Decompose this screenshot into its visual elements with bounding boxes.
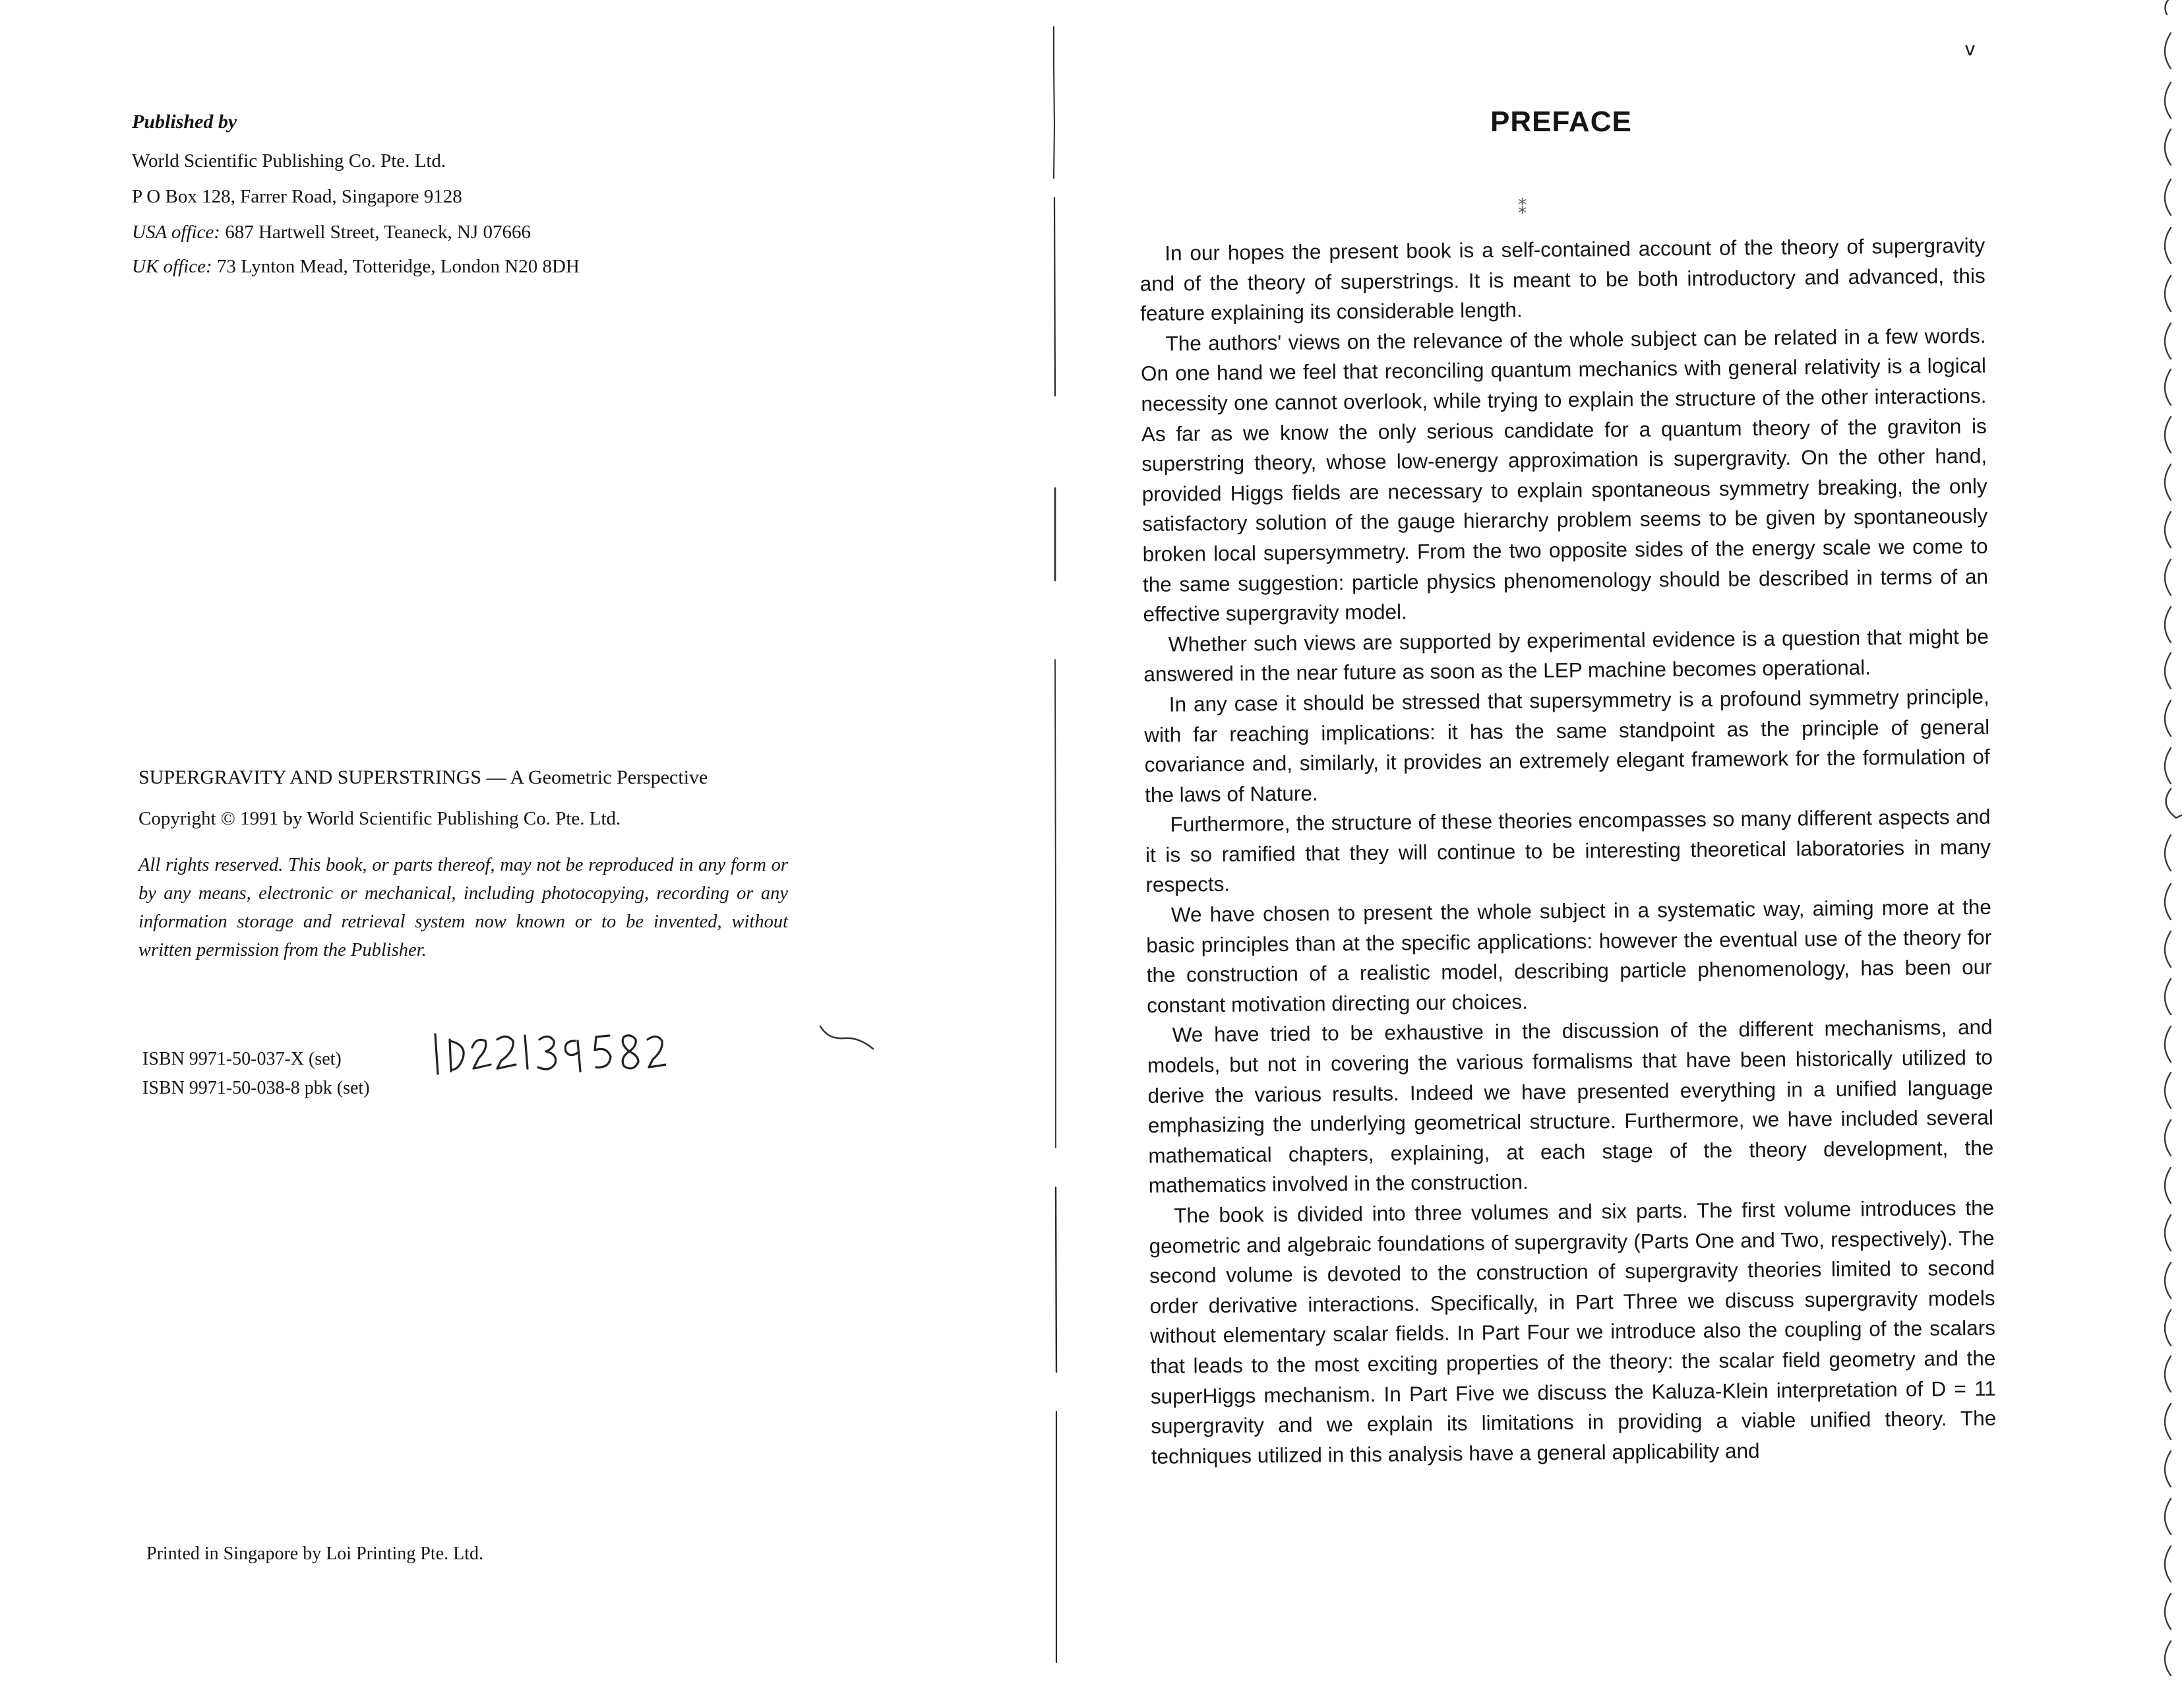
gutter-line: [1042, 26, 1068, 1675]
publisher-address: P O Box 128, Farrer Road, Singapore 9128: [132, 186, 462, 207]
uk-office-label: UK office:: [132, 256, 212, 277]
printer-line: Printed in Singapore by Loi Printing Pte. Ltd.: [146, 1543, 483, 1564]
preface-paragraph-4: In any case it should be stressed that supersymmetry is a profound symmetry principle, with far reaching implications: it has the same standpoint as the principle of general covariance and, similarly, it provides an extremely elegant framework for the formulation of the laws of Nature.: [1144, 684, 1990, 807]
isbn-set: ISBN 9971-50-037-X (set): [142, 1049, 342, 1069]
preface-paragraph-2: The authors' views on the relevance of the whole subject can be related in a few words. On one hand we feel that reconciling quantum mechanics with general relativity is a logical necessity one cannot overlook, while trying to explain the structure of the other interactions. As far as we know the only serious candidate for a quantum theory of the graviton is superstring theory, whose low-energy approximation is supergravity. On the other hand, provided Higgs fields are necessary to explain spontaneous symmetry breaking, the only satisfactory solution of the gauge hierarchy problem seems to be given by spontaneously broken local supersymmetry. From the two opposite sides of the energy scale we come to the same suggestion: particle physics phenomenology should be described in terms of an effective supergravity model.: [1140, 323, 1989, 627]
pen-stroke-mark: [818, 1022, 877, 1062]
uk-office: [132, 256, 580, 278]
book-title: SUPERGRAVITY AND SUPERSTRINGS — A Geometric Perspective: [138, 766, 708, 788]
right-page: [1068, 0, 2184, 1682]
preface-paragraph-1: In our hopes the present book is a self-contained account of the theory of supergravity and of the theory of superstrings. It is meant to be both introductory and advanced, this feature explaining its considerable length.: [1139, 233, 1986, 326]
scan-speck-mark: ⁑: [1518, 198, 1527, 218]
usa-office-address: 687 Hartwell Street, Teaneck, NJ 07666: [225, 222, 531, 243]
isbn-pbk: ISBN 9971-50-038-8 pbk (set): [142, 1078, 370, 1098]
published-by-label: Published by: [132, 111, 237, 133]
publisher-name: World Scientific Publishing Co. Pte. Ltd.: [132, 150, 446, 171]
left-page: [0, 0, 1048, 1682]
page-number: v: [1965, 38, 1975, 60]
preface-paragraph-7: We have tried to be exhaustive in the discussion of the different mechanisms, and models, but not in covering the various formalisms that have been historically utilized to derive the various results. Indeed we have presented everything in a unified language emphasizing the underlying geometrical structure. Furthermore, we have included several mathematical chapters, explaining, at each stage of the theory development, the mathematics involved in the construction.: [1147, 1015, 1994, 1198]
preface-paragraph-6: We have chosen to present the whole subject in a systematic way, aiming more at the basic principles than at the specific applications: however the eventual use of the theory for the construction of a realistic model, describing particle phenomenology, has been our constant motivation directing our choices.: [1146, 894, 1992, 1017]
preface-body: [1139, 231, 1997, 1472]
uk-office-address: 73 Lynton Mead, Totteridge, London N20 8DH: [216, 256, 580, 277]
preface-paragraph-5: Furthermore, the structure of these theories encompasses so many different aspects and it is so ramified that they will continue to be interesting theoretical laboratories in many respects.: [1145, 804, 1991, 897]
preface-paragraph-8: The book is divided into three volumes and six parts. The first volume introduces the geometric and algebraic foundations of supergravity (Parts One and Two, respectively). The second volume is devoted to the construction of supergravity theories limited to second order derivative interactions. Specifically, in Part Three we discuss supergravity models without elementary scalar fields. In Part Four we introduce also the coupling of the scalars that leads to the most exciting properties of the theory: the scalar field geometry and the superHiggs mechanism. In Part Five we discuss the Kaluza-Klein interpretation of D = 11 supergravity and we explain its limitations in providing a viable unified theory. The techniques utilized in this analysis have a general applicability and: [1149, 1195, 1997, 1468]
preface-title: PREFACE: [1490, 106, 1632, 138]
rights-notice: All rights reserved. This book, or parts thereof, may not be reproduced in any form or by any means, electronic or mechanical, including photocopying, recording or any information storage and retrieval system now known or to be invented, without written permission from the Publisher.: [138, 855, 788, 960]
copyright-line: Copyright © 1991 by World Scientific Publishing Co. Pte. Ltd.: [138, 808, 621, 829]
handwritten-number-mark: [429, 1021, 666, 1087]
preface-paragraph-3: Whether such views are supported by experimental evidence is a question that might be answered in the near future as soon as the LEP machine becomes operational.: [1143, 624, 1989, 687]
usa-office-label: USA office:: [132, 222, 220, 243]
usa-office: [132, 222, 531, 243]
